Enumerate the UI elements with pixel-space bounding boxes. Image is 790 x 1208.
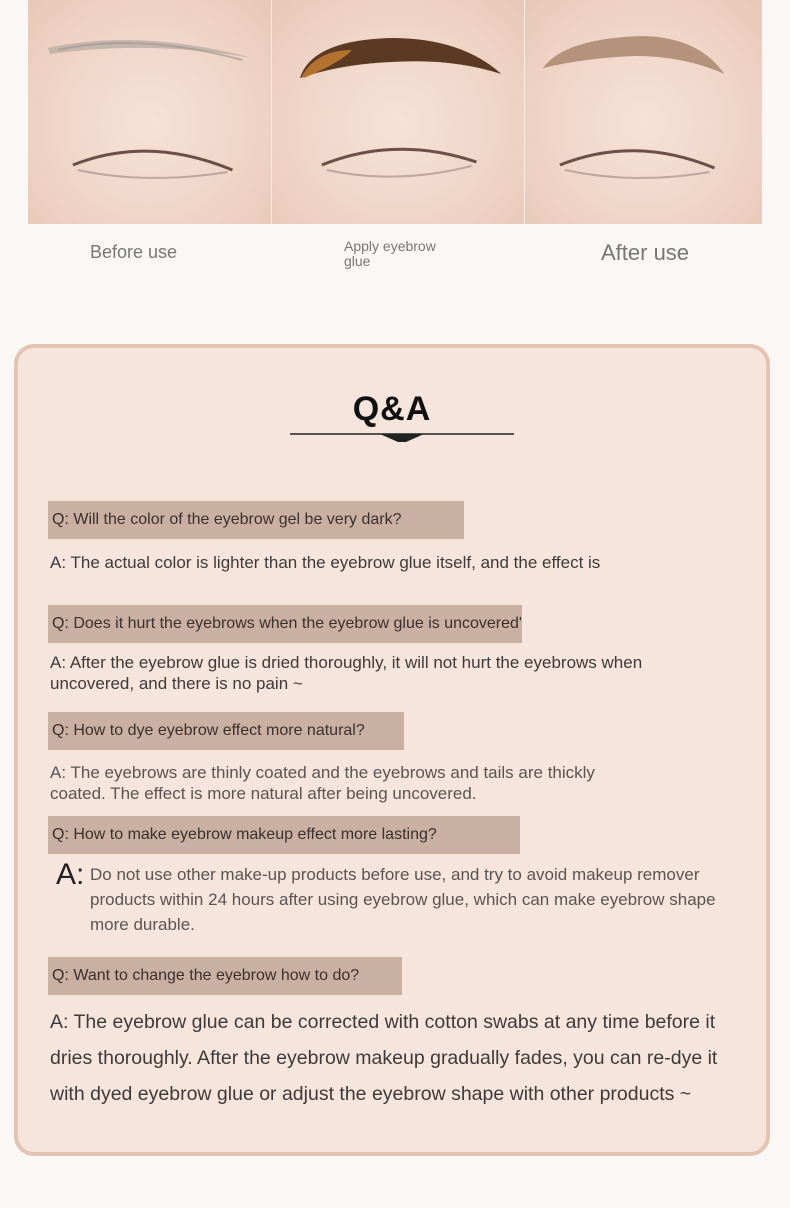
before-after-photo-strip (28, 0, 762, 224)
before-use-photo (28, 0, 271, 224)
qa-card (14, 344, 770, 1156)
caption-after-use: After use (601, 240, 690, 265)
after-use-photo (524, 0, 762, 224)
question-5: Q: Want to change the eyebrow how to do? (48, 957, 402, 995)
answer-3: A: The eyebrows are thinly coated and the eyebrows and tails are thickly coated. The effect is more natural after being uncovered. (50, 763, 595, 803)
title-underline-divider (290, 432, 514, 444)
caption-before-use: Before use (90, 242, 178, 262)
answer-4: Do not use other make-up products before use, and try to avoid makeup remover products within 24 hours after using eyebrow glue, which can make eyebrow shape more durable. (90, 865, 716, 934)
answer-1: A: The actual color is lighter than the eyebrow glue itself, and the effect is (50, 553, 601, 572)
answer-4-label: A: (56, 858, 85, 891)
question-2: Q: Does it hurt the eyebrows when the eyebrow glue is uncovered' (48, 605, 522, 643)
question-4: Q: How to make eyebrow makeup effect more lasting? (48, 816, 520, 854)
qa-title: Q&A (352, 390, 432, 428)
question-1: Q: Will the color of the eyebrow gel be very dark? (48, 501, 464, 539)
answer-2: A: After the eyebrow glue is dried thoroughly, it will not hurt the eyebrows when uncovered, and there is no pain ~ (50, 653, 643, 693)
caption-apply-glue: Apply eyebrow glue (344, 238, 436, 269)
answer-5: A: The eyebrow glue can be corrected with cotton swabs at any time before it dries thoroughly. After the eyebrow makeup gradually fades, you can re-dye it with dyed eyebrow glue or adjust the eyebrow shape with other products ~ (50, 1011, 718, 1105)
question-3: Q: How to dye eyebrow effect more natural? (48, 712, 404, 750)
apply-glue-photo (271, 0, 523, 224)
